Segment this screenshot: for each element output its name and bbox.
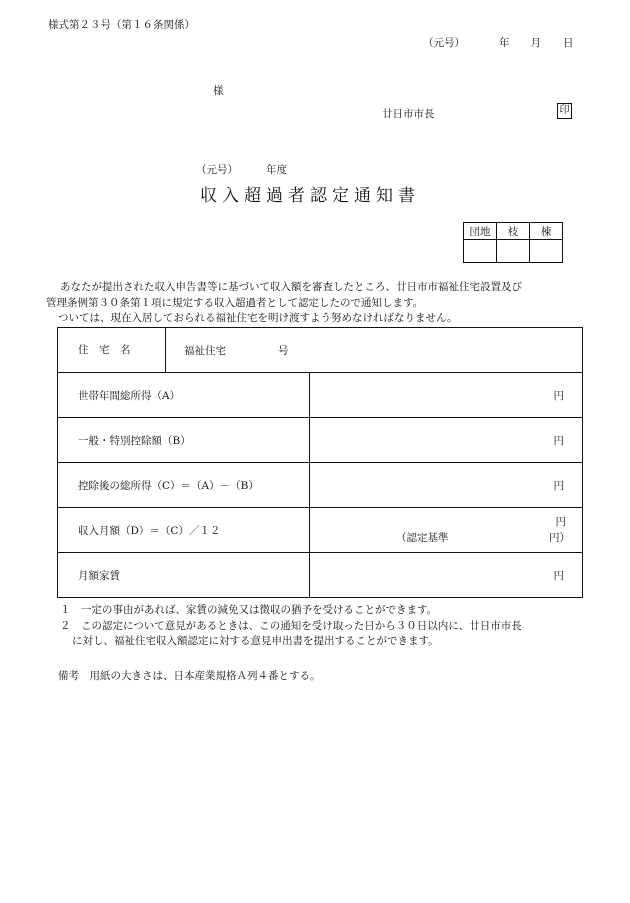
date-era: （元号）: [423, 37, 465, 49]
row-unit-deduction: 円: [310, 418, 583, 463]
row-label-deduction: 一般・特別控除額（B）: [58, 418, 310, 463]
note-2-continued: に対し、福祉住宅収入額認定に対する意見申出書を提出することができます。: [72, 635, 439, 647]
fiscal-year: [196, 162, 287, 177]
row-unit-total-income: 円: [310, 373, 583, 418]
issuer-name: 廿日市市長: [382, 108, 435, 120]
note-2: ２ この認定について意見があるときは、この通知を受け取った日から３０日以内に、廿日市市長: [60, 619, 522, 632]
note-1: １ 一定の事由があれば、家賃の減免又は徴収の猶予を受けることができます。: [60, 604, 438, 616]
row-label-rent: 月額家賃: [58, 553, 310, 598]
remark: 備考 用紙の大きさは、日本産業規格Ａ列４番とする。: [58, 670, 321, 682]
housing-name-suffix: 号: [278, 344, 289, 357]
header-danchi: 団地: [464, 223, 497, 240]
housing-name-value: 福祉住宅: [184, 344, 226, 357]
body-line-3: ついては、現在入居しておられる福祉住宅を明け渡すよう努めなければなりません。: [58, 312, 458, 324]
form-number: 様式第２３号（第１６条関係）: [48, 19, 195, 31]
cell-danchi: [464, 240, 497, 263]
income-table: [57, 327, 583, 598]
fiscal-label: 年度: [266, 164, 287, 176]
date-year: 年: [499, 37, 510, 49]
date-month: 月: [530, 37, 541, 49]
date-line: [423, 35, 574, 50]
row-monthly-income-value: [310, 508, 583, 553]
fiscal-era: （元号）: [196, 164, 238, 176]
row-label-total-income: 世帯年間総所得（A）: [58, 373, 310, 418]
header-eda: 枝: [497, 223, 530, 240]
housing-name-label: 住 宅 名: [58, 328, 166, 372]
row-unit-net-income: 円: [310, 463, 583, 508]
criteria-label: （認定基準: [396, 532, 449, 544]
row-label-monthly-income: 収入月額（D）＝（C）／１２: [58, 508, 310, 553]
seal-mark: 印: [557, 103, 572, 119]
header-mune: 棟: [530, 223, 563, 240]
page-title: 収入超過者認定通知書: [200, 186, 420, 206]
notes: [58, 603, 588, 650]
housing-name-row: [58, 328, 583, 373]
row-label-net-income: 控除後の総所得（C）＝（A）－（B）: [58, 463, 310, 508]
notice-body: [48, 280, 588, 327]
body-line-2: 管理条例第３０条第１項に規定する収入超過者として認定したので通知します。: [46, 296, 424, 309]
row-unit-monthly-income: 円: [555, 516, 566, 528]
row-unit-rent: 円: [310, 553, 583, 598]
cell-eda: [497, 240, 530, 263]
date-day: 日: [563, 37, 574, 49]
addressee-suffix: 様: [213, 85, 224, 97]
criteria-unit: 円）: [549, 532, 570, 544]
cell-mune: [530, 240, 563, 263]
housing-code-table: [463, 222, 563, 263]
body-line-1: あなたが提出された収入申告書等に基づいて収入額を審査したところ、廿日市市福祉住宅設置及び: [60, 281, 522, 293]
